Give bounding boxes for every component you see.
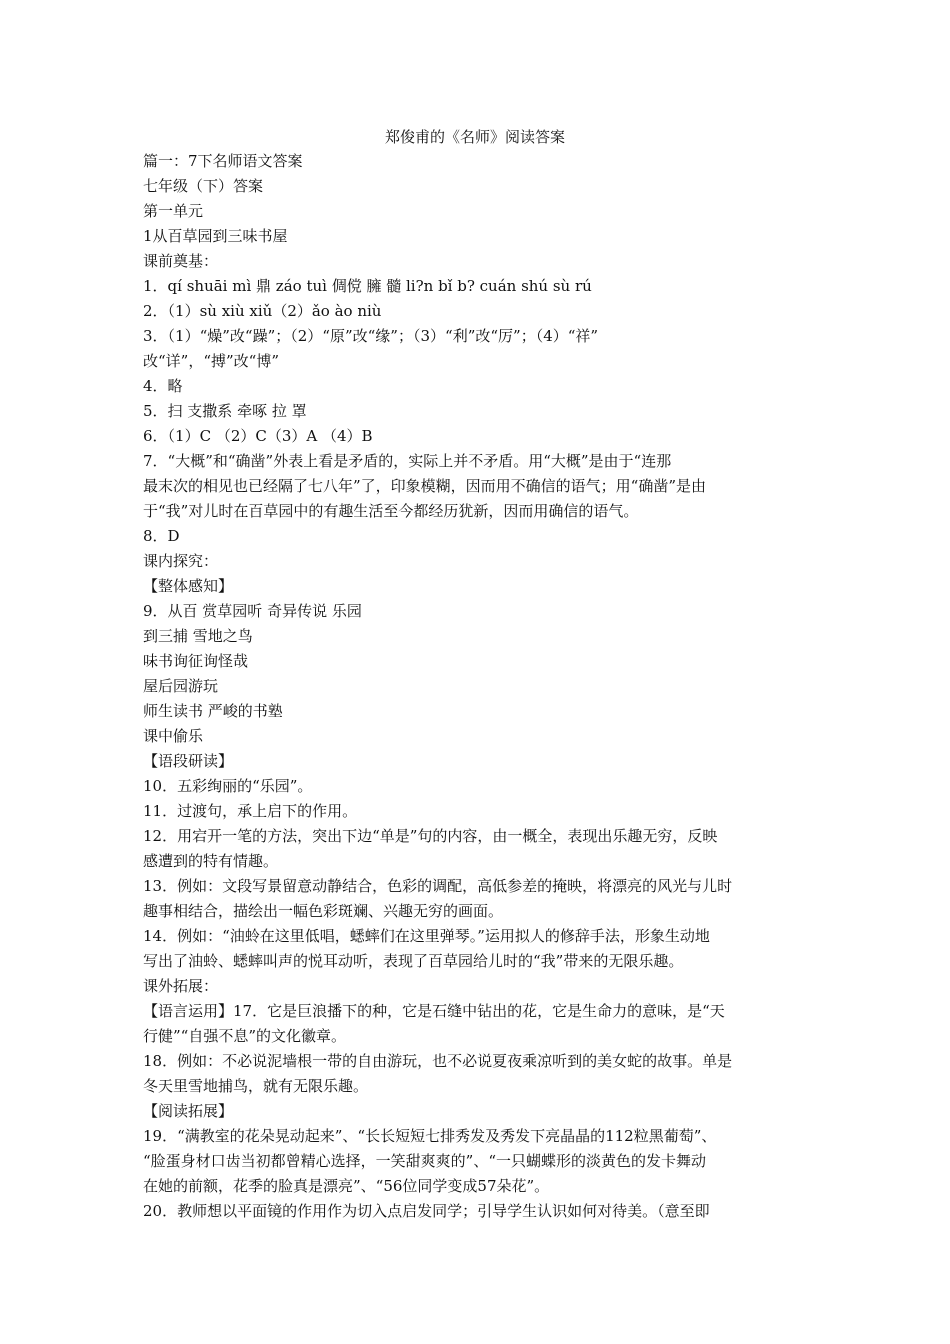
text-line: 到三捕 雪地之鸟 bbox=[143, 627, 253, 645]
text-line: 7．“大概”和“确凿”外表上看是矛盾的，实际上并不矛盾。用“大概”是由于“连那 bbox=[143, 452, 672, 470]
text-line: 13．例如：文段写景留意动静结合，色彩的调配，高低参差的掩映，将漂亮的风光与儿时 bbox=[143, 877, 733, 895]
text-line: 屋后园游玩 bbox=[143, 677, 219, 695]
text-line: 味书询征询怪哉 bbox=[143, 652, 249, 670]
text-line: 19．“满教室的花朵晃动起来”、“长长短短七排秀发及秀发下亮晶晶的112粒黑葡萄”、 bbox=[143, 1127, 717, 1145]
text-line: 6．（1）C （2）C（3）A （4）B bbox=[143, 427, 373, 445]
text-line: 师生读书 严峻的书塾 bbox=[143, 702, 283, 720]
text-line: 3．（1）“燥”改“躁”；（2）“原”改“缘”；（3）“利”改“厉”；（4）“祥” bbox=[143, 327, 599, 345]
text-line: 11．过渡句，承上启下的作用。 bbox=[143, 802, 358, 820]
text-line: 10．五彩绚丽的“乐园”。 bbox=[143, 777, 313, 795]
text-line: 篇一：7下名师语文答案 bbox=[143, 152, 303, 170]
document-body bbox=[143, 149, 813, 1224]
text-line: 14．例如：“油蛉在这里低唱，蟋蟀们在这里弹琴。”运用拟人的修辞手法，形象生动地 bbox=[143, 927, 710, 945]
text-line: 9．从百 赏草园听 奇异传说 乐园 bbox=[143, 602, 362, 620]
text-line: 18．例如：不必说泥墙根一带的自由游玩，也不必说夏夜乘凉听到的美女蛇的故事。单是 bbox=[143, 1052, 733, 1070]
text-line: 冬天里雪地捕鸟，就有无限乐趣。 bbox=[143, 1077, 369, 1095]
text-line: 写出了油蛉、蟋蟀叫声的悦耳动听，表现了百草园给儿时的“我”带来的无限乐趣。 bbox=[143, 952, 684, 970]
text-line: 12．用宕开一笔的方法，突出下边“单是”句的内容，由一概全，表现出乐趣无穷，反映 bbox=[143, 827, 718, 845]
text-line: 1．qí shuāi mì 鼎 záo tuì 倜傥 臃 髓 li?n bǐ b? cuán shú sù rú bbox=[143, 277, 592, 295]
text-line: 课外拓展： bbox=[143, 977, 219, 995]
text-line: 【语言运用】17．它是巨浪播下的种，它是石缝中钻出的花，它是生命力的意味，是“天 bbox=[143, 1002, 725, 1020]
text-line: 1从百草园到三味书屋 bbox=[143, 227, 288, 245]
text-line: 【整体感知】 bbox=[143, 577, 234, 595]
text-line: 于“我”对儿时在百草园中的有趣生活至今都经历犹新，因而用确信的语气。 bbox=[143, 502, 639, 520]
text-line: 最末次的相见也已经隔了七八年”了，印象模糊，因而用不确信的语气；用“确凿”是由 bbox=[143, 477, 707, 495]
text-line: 2．（1）sù xiù xiǔ（2）ǎo ào niù bbox=[143, 302, 382, 320]
text-line: 感遭到的特有情趣。 bbox=[143, 852, 279, 870]
text-line: 【阅读拓展】 bbox=[143, 1102, 234, 1120]
text-line: 改“详”，“搏”改“博” bbox=[143, 352, 280, 370]
text-line: 8．D bbox=[143, 527, 180, 545]
text-line: 4．略 bbox=[143, 377, 183, 395]
text-line: 课前奠基： bbox=[143, 252, 219, 270]
text-line: 5．扫 支撒系 牵啄 拉 罩 bbox=[143, 402, 307, 420]
text-line: 20．教师想以平面镜的作用作为切入点启发同学；引导学生认识如何对待美。（意至即 bbox=[143, 1202, 710, 1220]
document-title: 郑俊甫的《名师》阅读答案 bbox=[384, 128, 565, 146]
text-line: 在她的前额，花季的脸真是漂亮”、“56位同学变成57朵花”。 bbox=[143, 1177, 550, 1195]
text-line: 行健”“自强不息”的文化徽章。 bbox=[143, 1027, 347, 1045]
text-line: 趣事相结合，描绘出一幅色彩斑斓、兴趣无穷的画面。 bbox=[143, 902, 504, 920]
text-line: 【语段研读】 bbox=[143, 752, 234, 770]
text-line: 课中偷乐 bbox=[143, 727, 204, 745]
text-line: “脸蛋身材口齿当初都曾精心选择，一笑甜爽爽的”、“一只蝴蝶形的淡黄色的发卡舞动 bbox=[143, 1152, 707, 1170]
text-line: 课内探究： bbox=[143, 552, 219, 570]
text-line: 第一单元 bbox=[143, 202, 204, 220]
text-line: 七年级（下）答案 bbox=[143, 177, 264, 195]
